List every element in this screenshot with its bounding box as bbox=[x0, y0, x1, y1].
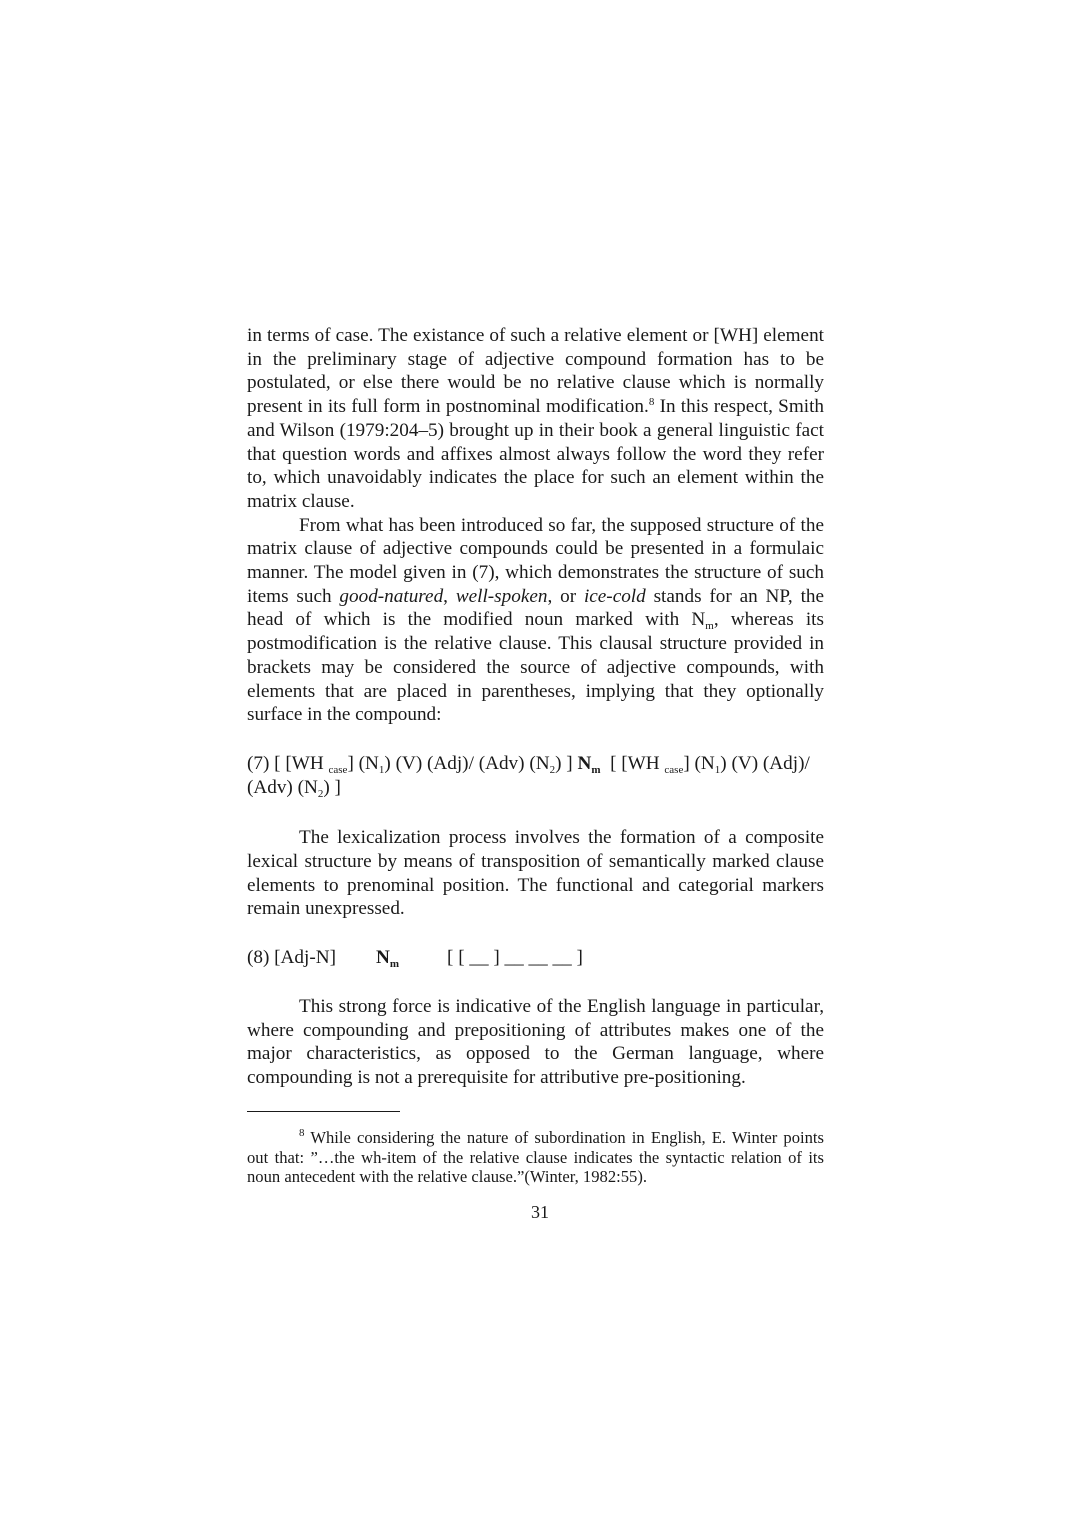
ex7-head-noun: N bbox=[577, 752, 592, 774]
ex8-brackets: [ [ __ ] __ __ __ ] bbox=[447, 947, 583, 969]
footnote-reference: 8 bbox=[648, 396, 655, 409]
ex7-part: [ [WH bbox=[600, 752, 665, 774]
ex7-part: ) ] bbox=[323, 776, 341, 798]
footnote bbox=[247, 1128, 824, 1187]
example-good-natured: good-natured bbox=[339, 585, 444, 607]
paragraph-1 bbox=[247, 324, 824, 514]
ex7-sub-2: 2 bbox=[317, 787, 324, 800]
paragraph-3: The lexicalization process involves the formation of a composite lexical structure by means of transposition of semantically marked clause elements to prenominal position. The functional and categorial markers remain unexpressed. bbox=[247, 827, 824, 920]
example-7-formula bbox=[247, 752, 824, 799]
paragraph-1-rest: In this respect, Smith and Wilson (1979:204–5) brought up in their book a general linguistic fact that question words and affixes almost always follow the word they refer to, which unavoidably indicates the place for such an element within the matrix clause. bbox=[247, 396, 825, 512]
ex7-part: ] (N bbox=[347, 752, 379, 774]
main-text bbox=[247, 324, 824, 1090]
ex8-head-noun: N bbox=[375, 947, 390, 969]
ex8-head-subscript: m bbox=[389, 958, 400, 971]
paragraph-1-text: in terms of case. The existance of such a relative element or [WH] element in the preliminary stage of adjective compound formation has to be postulated, or else there would be no relative clause which is normally present in its full form in postnominal modification. bbox=[247, 325, 824, 418]
paragraph-2 bbox=[247, 514, 824, 727]
ex8-label: (8) [Adj-N] bbox=[247, 947, 336, 969]
ex7-sub-case: case bbox=[328, 763, 348, 776]
ex7-part: (7) [ [WH bbox=[247, 752, 329, 774]
ex7-sub-1: 1 bbox=[714, 763, 721, 776]
ex7-sub-2: 2 bbox=[549, 763, 556, 776]
paragraph-4: This strong force is indicative of the English language in particular, where compounding and prepositioning of attributes makes one of the major characteristics, as opposed to the German language, where compounding is not a prerequisite for attributive pre-positioning. bbox=[247, 995, 824, 1088]
footnote-separator bbox=[247, 1111, 400, 1112]
paragraph-2-text-b: , bbox=[443, 585, 456, 607]
paragraph-2-text-e: , whereas its postmodification is the relative clause. This clausal structure provided in brackets may be considered the source of adjective compounds, with elements that are placed in parentheses, implying that they optionally surface in the compound: bbox=[247, 609, 824, 726]
paragraph-2-text-a: From what has been introduced so far, the supposed structure of the matrix clause of adjective compounds could be presented in a formulaic manner. The model given in (7), which demonstrates the structure of such items such bbox=[247, 514, 824, 607]
ex7-part: ] (N bbox=[683, 752, 715, 774]
paragraph-2-text-c: , or bbox=[547, 585, 584, 607]
ex7-sub-case: case bbox=[664, 763, 684, 776]
ex7-sub-1: 1 bbox=[378, 763, 385, 776]
example-8-formula bbox=[247, 946, 824, 970]
ex7-head-subscript: m bbox=[591, 763, 601, 776]
paragraph-2-text-d: stands for an NP, the head of which is the modified noun marked with N bbox=[247, 585, 825, 631]
ex7-part: ) (V) (Adj)/ (Adv) (N bbox=[247, 752, 810, 798]
subscript-m: m bbox=[705, 620, 714, 633]
page-number: 31 bbox=[531, 1202, 549, 1222]
footnote-text: While considering the nature of subordination in English, E. Winter points out that: ”…the wh-item of the relative clause indicates the syntactic relation of its noun antecedent with the relative clause.”(Winter, 1982:55). bbox=[247, 1128, 824, 1187]
example-well-spoken: well-spoken bbox=[455, 585, 548, 607]
footnote-number: 8 bbox=[299, 1127, 305, 1139]
ex7-part: ) (V) (Adj)/ (Adv) (N bbox=[384, 752, 550, 774]
ex7-part: ) ] bbox=[555, 752, 578, 774]
example-ice-cold: ice-cold bbox=[583, 585, 646, 607]
